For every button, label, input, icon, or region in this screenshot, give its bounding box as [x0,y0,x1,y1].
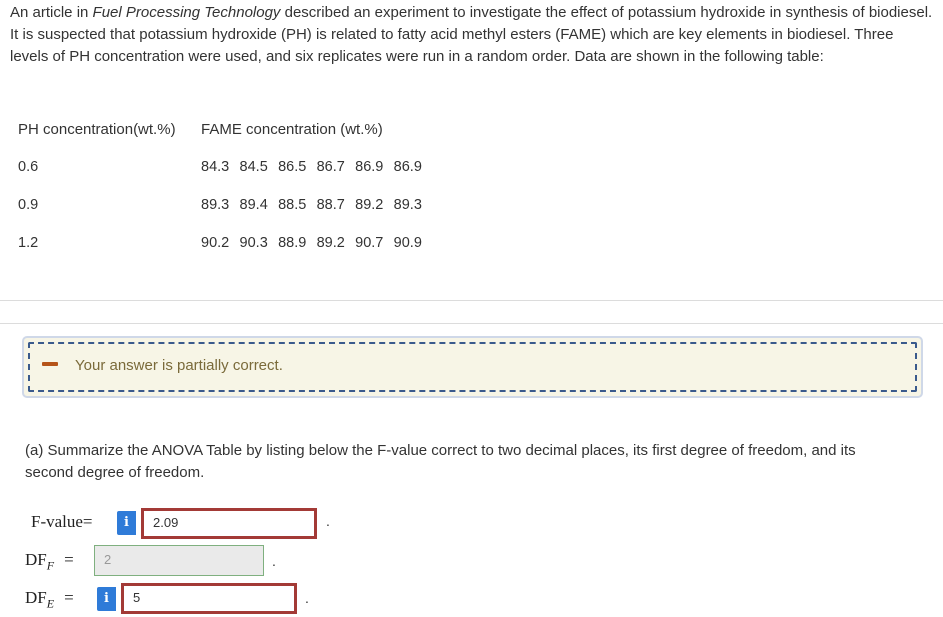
info-icon[interactable]: i [117,511,136,535]
table-cell: 86.5 [278,159,307,175]
table-cell: 90.2 [201,235,230,251]
dff-label-sub: F [46,558,55,573]
table-cell: 89.2 [355,197,384,213]
intro-text-2: described an experiment to investigate the effect of potassium hydroxide in synthesis of biodiesel. It is suspected that potassium hydroxide (PH) is related to fatty acid methyl esters (FAME) which are key elements in biodiesel. Three levels of PH concentration were used, and six replicates were run in a random order. Data are shown in the following table: [10,4,933,65]
period: . [305,590,309,606]
question-text: (a) Summarize the ANOVA Table by listing below the F-value correct to two decimal places, its first degree of freedom, and its second degree of freedom. [25,442,856,481]
table-cell: 90.7 [355,235,384,251]
table-cell: 88.7 [316,197,345,213]
fvalue-input[interactable]: 2.09 [141,508,317,539]
intro-text-1: An article in [10,4,93,21]
period: . [272,553,276,569]
table-row [201,235,432,251]
table-cell: 90.9 [393,235,422,251]
table-row-label: 0.9 [18,197,39,213]
table-cell: 90.3 [239,235,268,251]
table-header-fame: FAME concentration (wt.%) [201,121,383,138]
dff-equals: = [64,550,74,569]
table-row-label: 1.2 [18,235,39,251]
table-cell: 89.2 [316,235,345,251]
fvalue-label: F-value= [31,512,93,531]
table-cell: 89.3 [393,197,422,213]
dfe-input[interactable]: 5 [121,583,297,614]
minus-icon [42,362,58,366]
divider [0,323,943,324]
feedback-text: Your answer is partially correct. [75,357,283,374]
table-cell: 86.9 [355,159,384,175]
table-cell: 88.9 [278,235,307,251]
table-cell: 89.4 [239,197,268,213]
table-header-ph: PH concentration(wt.%) [18,121,176,138]
dff-label [25,550,74,573]
dfe-equals: = [64,588,74,607]
table-cell: 86.9 [393,159,422,175]
dff-input[interactable]: 2 [94,545,264,576]
table-row [201,197,432,213]
table-row-label: 0.6 [18,159,39,175]
table-cell: 84.3 [201,159,230,175]
table-cell: 89.3 [201,197,230,213]
dfe-label-sub: E [46,596,55,611]
table-cell: 84.5 [239,159,268,175]
table-cell: 88.5 [278,197,307,213]
divider [0,300,943,301]
dfe-label [25,588,74,611]
info-icon[interactable]: i [97,587,116,611]
period: . [326,513,330,529]
dfe-label-main: DF [25,588,47,607]
problem-statement [10,2,935,68]
table-cell: 86.7 [316,159,345,175]
table-row [201,159,432,175]
journal-name: Fuel Processing Technology [92,4,281,21]
dff-label-main: DF [25,550,47,569]
